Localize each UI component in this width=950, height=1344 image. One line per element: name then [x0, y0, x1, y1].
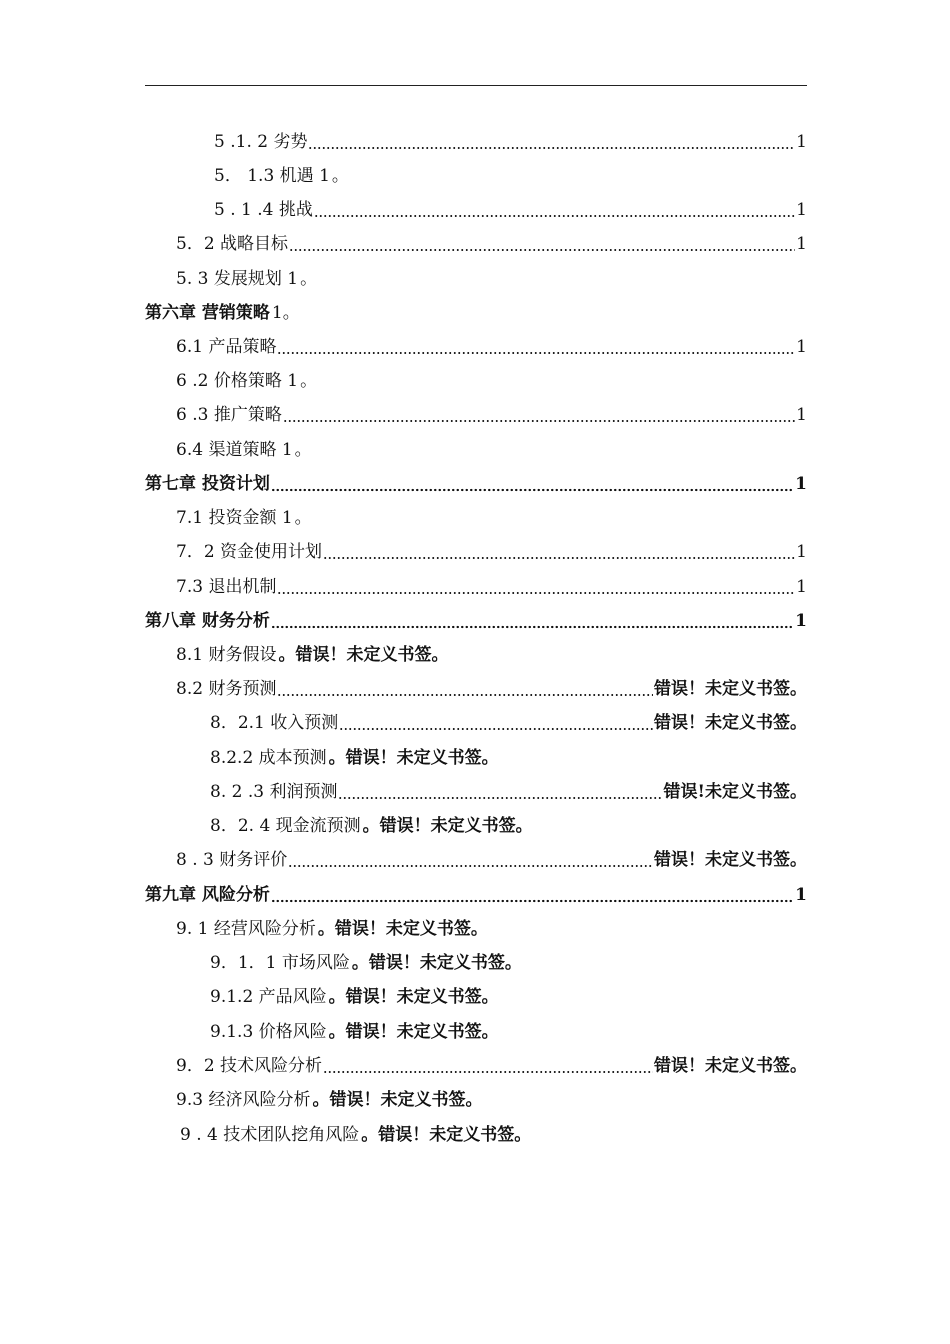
dot-leader: [288, 848, 653, 868]
toc-entry-5-1-2[interactable]: [214, 119, 807, 153]
toc-error-message: 。错误！未定义书签。: [351, 953, 522, 973]
toc-entry-9-1-1[interactable]: [210, 940, 522, 974]
toc-page-number: 1: [796, 200, 807, 220]
toc-entry-7-1[interactable]: [176, 495, 312, 529]
toc-entry-label: 8 . 3 财务评价: [176, 850, 288, 870]
toc-entry-label: 9．2 技术风险分析: [176, 1056, 323, 1076]
toc-page-suffix: 。: [300, 269, 318, 289]
toc-error-message: 错误！未定义书签。: [654, 713, 807, 733]
toc-error-message: 错误！未定义书签。: [654, 850, 807, 870]
dot-leader: [289, 232, 795, 252]
dot-leader: [338, 780, 662, 800]
toc-entry-label: 6.4 渠道策略 1: [176, 440, 293, 460]
toc-entry-label: 8.2.2 成本预测: [210, 748, 327, 768]
toc-entry-label: 8．2. 4 现金流预测: [210, 816, 361, 836]
dot-leader: [277, 575, 795, 595]
toc-error-message: 。错误！未定义书签。: [361, 1125, 532, 1145]
toc-page-number: 1: [795, 611, 807, 631]
toc-page-number: 1: [796, 234, 807, 254]
dot-leader: [271, 883, 794, 903]
toc-entry-8-2[interactable]: [176, 666, 807, 700]
toc-entry-chapter-6[interactable]: [145, 290, 300, 324]
toc-entry-label: 5．2 战略目标: [176, 234, 289, 254]
toc-page-number: 1: [796, 405, 807, 425]
toc-entry-label: 8.1 财务假设: [176, 645, 277, 665]
dot-leader: [277, 677, 653, 697]
toc-entry-5-2[interactable]: [176, 221, 807, 255]
dot-leader: [308, 130, 795, 150]
toc-entry-6-1[interactable]: [176, 324, 807, 358]
toc-entry-7-3[interactable]: [176, 564, 807, 598]
toc-entry-6-2[interactable]: [176, 358, 317, 392]
toc-error-message: 。错误！未定义书签。: [328, 748, 499, 768]
toc-page-suffix: 。: [300, 371, 318, 391]
toc-entry-5-1-3[interactable]: [214, 153, 349, 187]
toc-entry-label: 6 .2 价格策略 1: [176, 371, 299, 391]
toc-entry-label: 9 . 4 技术团队挖角风险: [180, 1125, 360, 1145]
toc-error-message: 。错误！未定义书签。: [278, 645, 449, 665]
toc-entry-chapter-8[interactable]: [145, 598, 807, 632]
toc-error-message: 错误！未定义书签。: [654, 1056, 807, 1076]
toc-error-message: 。错误！未定义书签。: [328, 1022, 499, 1042]
toc-entry-label: 8.2 财务预测: [176, 679, 277, 699]
toc-entry-label: 9. 1 经营风险分析: [176, 919, 316, 939]
toc-page-suffix: 。: [331, 166, 349, 186]
toc-error-message: 。错误！未定义书签。: [312, 1090, 483, 1110]
toc-entry-8-3[interactable]: [176, 837, 807, 871]
toc-entry-9-4[interactable]: [180, 1112, 531, 1146]
toc-chapter-label: 第九章 风险分析: [145, 885, 270, 905]
toc-entry-6-4[interactable]: [176, 427, 312, 461]
toc-page-number: 1: [795, 474, 807, 494]
toc-page-number: 1: [796, 132, 807, 152]
toc-entry-9-2[interactable]: [176, 1043, 807, 1077]
toc-entry-label: 9．1．1 市场风险: [210, 953, 350, 973]
toc-error-message: 。错误！未定义书签。: [362, 816, 533, 836]
toc-page-number: 1: [796, 337, 807, 357]
toc-error-message: 。错误！未定义书签。: [328, 987, 499, 1007]
dot-leader: [271, 472, 794, 492]
toc-entry-label: 7.3 退出机制: [176, 577, 277, 597]
toc-entry-5-1-4[interactable]: [214, 187, 807, 221]
toc-entry-label: 5 .1. 2 劣势: [214, 132, 308, 152]
toc-entry-label: 9.3 经济风险分析: [176, 1090, 311, 1110]
toc-page-suffix: 。: [294, 440, 312, 460]
toc-page-number: 1: [795, 885, 807, 905]
toc-page-suffix: 。: [294, 508, 312, 528]
toc-entry-label: 5. 3 发展规划 1: [176, 269, 299, 289]
toc-entry-chapter-9[interactable]: [145, 872, 807, 906]
toc-error-message: 错误！未定义书签。: [654, 679, 807, 699]
toc-entry-label: 6.1 产品策略: [176, 337, 277, 357]
toc-page-number: 1: [796, 577, 807, 597]
toc-page-suffix: 1。: [271, 303, 300, 323]
toc-page-number: 1: [796, 542, 807, 562]
toc-chapter-label: 第六章 营销策略: [145, 303, 270, 323]
toc-entry-chapter-7[interactable]: [145, 461, 807, 495]
toc-entry-5-3[interactable]: [176, 256, 317, 290]
toc-error-message: 错误!未定义书签。: [663, 782, 807, 802]
toc-entry-8-2-4[interactable]: [210, 803, 533, 837]
toc-error-message: 。错误！未定义书签。: [317, 919, 488, 939]
toc-entry-9-3[interactable]: [176, 1077, 482, 1111]
toc-entry-7-2[interactable]: [176, 529, 807, 563]
toc-entry-label: 8. 2 .3 利润预测: [210, 782, 338, 802]
toc-entry-6-3[interactable]: [176, 392, 807, 426]
toc-entry-label: 9.1.2 产品风险: [210, 987, 327, 1007]
toc-entry-label: 7.1 投资金额 1: [176, 508, 293, 528]
toc-entry-8-1[interactable]: [176, 632, 448, 666]
dot-leader: [271, 609, 794, 629]
toc-entry-label: 8．2.1 收入预测: [210, 713, 339, 733]
dot-leader: [339, 711, 653, 731]
toc-chapter-label: 第八章 财务分析: [145, 611, 270, 631]
dot-leader: [277, 335, 795, 355]
toc-entry-label: 6 .3 推广策略: [176, 405, 282, 425]
dot-leader: [314, 198, 795, 218]
toc-entry-label: 5． 1.3 机遇 1: [214, 166, 330, 186]
toc-entry-label: 9.1.3 价格风险: [210, 1022, 327, 1042]
toc-entry-9-1-2[interactable]: [210, 974, 499, 1008]
dot-leader: [323, 1054, 653, 1074]
dot-leader: [283, 403, 795, 423]
toc-entry-9-1-3[interactable]: [210, 1009, 499, 1043]
toc-entry-9-1[interactable]: [176, 906, 488, 940]
header-rule: [145, 85, 807, 86]
toc-chapter-label: 第七章 投资计划: [145, 474, 270, 494]
toc-entry-8-2-2[interactable]: [210, 735, 499, 769]
toc-entry-label: 7．2 资金使用计划: [176, 542, 323, 562]
dot-leader: [323, 540, 795, 560]
toc-entry-label: 5 . 1 .4 挑战: [214, 200, 313, 220]
toc-entry-8-2-1[interactable]: [210, 700, 807, 734]
toc-entry-8-2-3[interactable]: [210, 769, 807, 803]
